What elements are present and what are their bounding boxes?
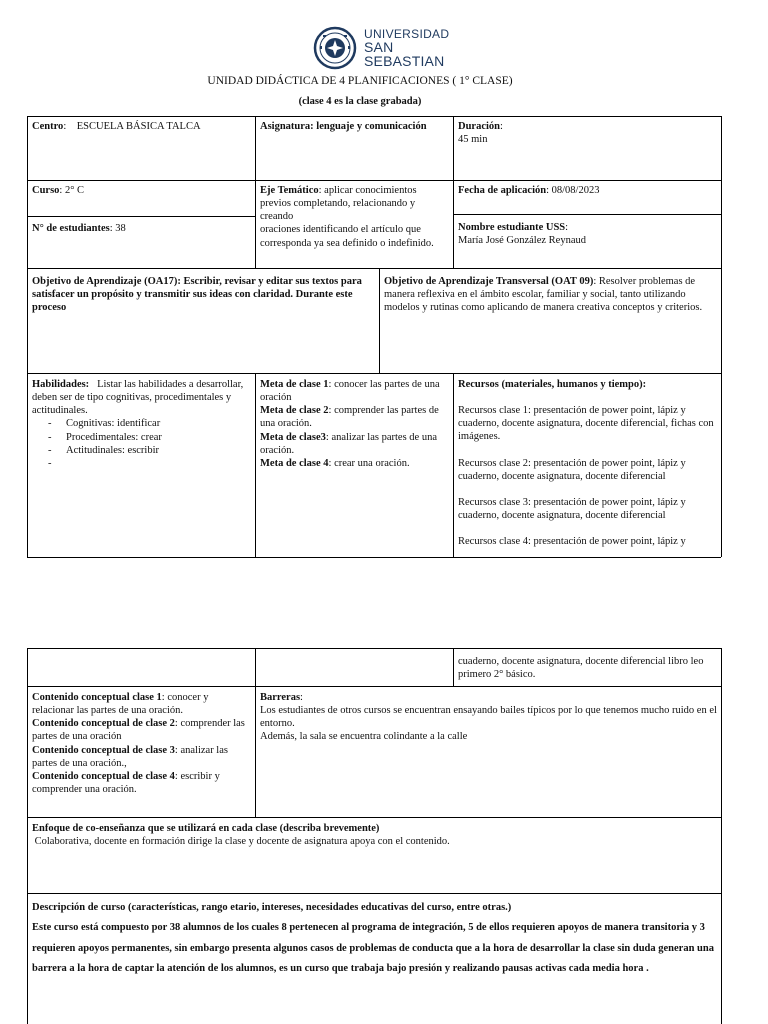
recursos-clase-3: Recursos clase 3: presentación de power point, lápiz y cuaderno, docente asignatura, docente diferencial <box>458 496 686 521</box>
eje-value-2: oraciones identificando el artículo que corresponda ya sea definido o indefinido. <box>260 224 434 249</box>
barreras-text-2: Además, la sala se encuentra colindante a la calle <box>260 731 468 743</box>
curso-value: : 2° C <box>59 185 85 196</box>
oat-label: Objetivo de Aprendizaje Transversal (OAT 09) <box>384 276 594 287</box>
curso-label: Curso <box>32 185 60 196</box>
oa-text: Objetivo de Aprendizaje (OA17): Escribir, revisar y editar sus textos para satisfacer un propósito y transmitir sus ideas con claridad. Durante este proceso <box>32 276 362 314</box>
recursos-clase-2: Recursos clase 2: presentación de power point, lápiz y cuaderno, docente asignatura, docente diferencial <box>458 457 686 482</box>
centro-label: Centro <box>32 121 64 132</box>
estudiantes-value: : 38 <box>109 223 126 234</box>
nombre-value: María José González Reynaud <box>458 235 586 247</box>
meta-clase-3: Meta de clase3: analizar las partes de una oración. <box>260 431 437 456</box>
barreras-label: Barreras <box>260 692 301 703</box>
contenido-clase-1: Contenido conceptual clase 1: conocer y relacionar las partes de una oración. <box>32 692 209 717</box>
list-item: - Cognitivas: identificar <box>48 418 161 430</box>
estudiantes-label: N° de estudiantes <box>32 223 110 234</box>
habilidades-list: - Cognitivas: identificar - Procedimentales: crear - Actitudinales: escribir - <box>32 417 252 456</box>
enfoque-value: Colaborativa, docente en formación dirige la clase y docente de asignatura apoya con el contenido. <box>34 836 450 848</box>
centro-value: ESCUELA BÁSICA TALCA <box>76 121 201 132</box>
list-item: - Actitudinales: escribir <box>48 444 160 456</box>
document-subtitle: (clase 4 es la clase grabada) <box>298 96 422 107</box>
descripcion-value: Este curso está compuesto por 38 alumnos de los cuales 8 pertenecen al programa de integración, 5 de ellos requieren apoyos de manera transitoria y 3 requieren apoyos permanentes, sin embargo presenta algunos casos de problemas de conducta que a la hora de desarrollar la clase sin duda generan una barrera a la hora de captar la atención de los alumnos, es un curso que trabaja bajo presión y realizando pausas activas cada media hora . <box>32 922 714 975</box>
eje-label: Eje Temático <box>260 185 319 196</box>
curso-cell <box>32 184 252 197</box>
habilidades-cell <box>32 378 252 469</box>
list-item: - Procedimentales: crear <box>48 431 162 443</box>
metas-cell <box>260 378 450 470</box>
habilidades-label: Habilidades: <box>32 379 90 390</box>
enfoque-cell <box>32 822 718 848</box>
descripcion-cell <box>32 898 718 980</box>
contenido-clase-4: Contenido conceptual de clase 4: escribir y comprender una oración. <box>32 770 220 795</box>
barreras-colon: : <box>300 692 303 703</box>
recursos-cell <box>458 378 718 548</box>
eje-tematico-cell <box>260 184 450 250</box>
oa-cell <box>32 275 376 314</box>
meta-clase-1: Meta de clase 1: conocer las partes de una oración <box>260 379 440 404</box>
university-seal-icon <box>312 26 358 70</box>
nombre-label: Nombre estudiante USS <box>458 222 566 233</box>
oat-cell <box>384 275 718 314</box>
recursos-clase-1: Recursos clase 1: presentación de power point, lápiz y cuaderno, docente asignatura, docente diferencial, fichas con imágenes. <box>458 405 714 443</box>
contenido-conceptual-cell <box>32 691 252 796</box>
fecha-label: Fecha de aplicación <box>458 185 547 196</box>
habilidades-value: Listar las habilidades a desarrollar, deben ser de tipo cognitivas, procedimentales y actitudinales. <box>32 379 244 417</box>
recursos-clase-4: Recursos clase 4: presentación de power point, lápiz y <box>458 536 686 547</box>
logo-line-2: SAN SEBASTIAN <box>364 39 445 69</box>
barreras-cell <box>260 691 718 744</box>
contenido-clase-2: Contenido conceptual de clase 2: comprender las partes de una oración <box>32 718 245 743</box>
duracion-value: 45 min <box>458 134 488 146</box>
oat-value: : Resolver problemas de manera reflexiva en el ámbito escolar, familiar y social, tanto utilizando modelos y rutinas como aplicando de manera creativa conceptos y criterios. <box>384 276 703 314</box>
duracion-label: Duración <box>458 121 500 132</box>
document-title: UNIDAD DIDÁCTICA DE 4 PLANIFICACIONES ( 1° CLASE) <box>207 75 513 87</box>
fecha-value: : 08/08/2023 <box>546 185 600 196</box>
recursos-label: Recursos (materiales, humanos y tiempo): <box>458 379 647 390</box>
meta-clase-2: Meta de clase 2: comprender las partes de una oración. <box>260 405 439 430</box>
university-wordmark <box>364 28 462 68</box>
descripcion-label: Descripción de curso (características, rango etario, intereses, necesidades educativas del curso, entre otras.) <box>32 902 512 913</box>
logo-line-1: UNIVERSIDAD <box>364 27 450 41</box>
enfoque-label: Enfoque de co-enseñanza que se utilizará en cada clase (describa brevemente) <box>32 823 380 834</box>
recursos-continuation-cell <box>458 655 720 681</box>
eje-value: : aplicar conocimientos previos completando, relacionando y creando <box>260 185 417 223</box>
recursos-continuation: cuaderno, docente asignatura, docente diferencial libro leo primero 2° básico. <box>458 656 704 681</box>
asignatura-label: Asignatura: lenguaje y comunicación <box>260 121 427 132</box>
university-logo <box>312 26 462 70</box>
nombre-colon: : <box>565 222 569 233</box>
centro-cell: Centro: ESCUELA BÁSICA TALCA <box>32 121 201 132</box>
duracion-cell: Duración: 45 min <box>458 121 503 146</box>
estudiantes-cell <box>32 222 252 235</box>
barreras-text-1: Los estudiantes de otros cursos se encuentran ensayando bailes típicos por lo que tenemos mucho ruido en el entorno. <box>260 705 717 730</box>
meta-clase-4: Meta de clase 4: crear una oración. <box>260 457 410 469</box>
fecha-cell <box>458 184 718 197</box>
nombre-cell <box>458 221 718 247</box>
asignatura-cell <box>260 120 450 133</box>
contenido-clase-3: Contenido conceptual de clase 3: analizar las partes de una oración., <box>32 744 228 769</box>
